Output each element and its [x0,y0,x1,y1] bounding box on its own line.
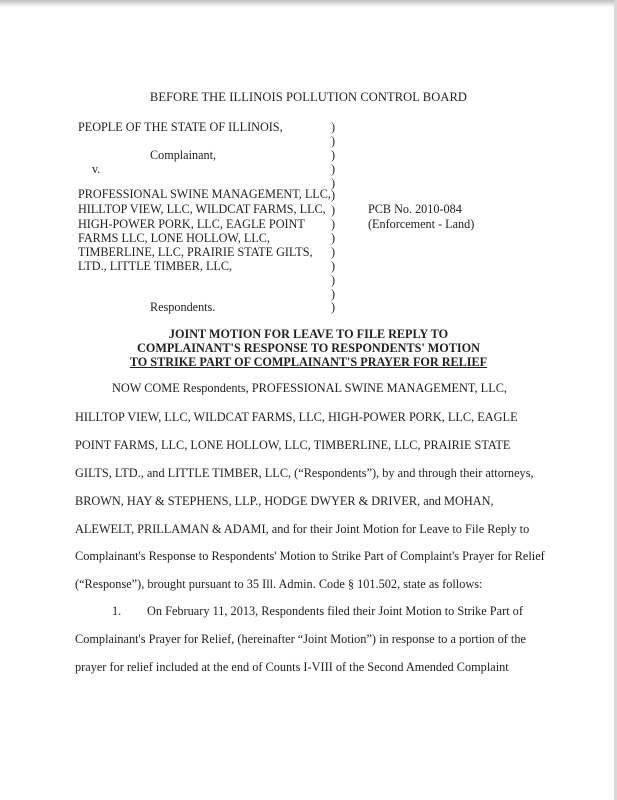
defendant-line: TIMBERLINE, LLC, PRAIRIE STATE GILTS, [78,245,313,259]
case-type: (Enforcement - Land) [368,217,475,231]
paragraph-number: 1. [112,604,122,618]
paragraph-line: On February 11, 2013, Respondents filed their Joint Motion to Strike Part of [147,604,523,618]
motion-title-line: TO STRIKE PART OF COMPLAINANT'S PRAYER FOR RELIEF [129,355,488,369]
intro-line: BROWN, HAY & STEPHENS, LLP., HODGE DWYER & DRIVER, and MOHAN, [75,494,494,508]
paren: ) [331,300,336,314]
paren: ) [331,203,336,217]
paren: ) [331,162,336,176]
defendant-line: FARMS LLC, LONE HOLLOW, LLC, [78,231,270,245]
paren: ) [331,231,336,245]
paren: ) [331,148,336,162]
paragraph-line: Complainant's Prayer for Relief, (hereinafter “Joint Motion”) in response to a portion of the [75,632,526,646]
scan-top-edge [0,0,617,8]
intro-line: NOW COME Respondents, PROFESSIONAL SWINE MANAGEMENT, LLC, [112,381,507,395]
intro-line: GILTS, LTD., and LITTLE TIMBER, LLC, (“Respondents”), by and through their attorneys, [75,466,534,480]
defendant-role: Respondents. [150,300,216,314]
intro-line: Complainant's Response to Respondents' Motion to Strike Part of Complaint's Prayer for Relief [75,549,545,563]
paren: ) [331,134,336,148]
intro-line: ALEWELT, PRILLAMAN & ADAMI, and for their Joint Motion for Leave to File Reply to [75,522,530,536]
intro-line: POINT FARMS, LLC, LONE HOLLOW, LLC, TIMBERLINE, LLC, PRAIRIE STATE [75,438,511,452]
versus: v. [92,162,101,176]
motion-title-line: COMPLAINANT'S RESPONSE TO RESPONDENTS' MOTION [137,341,480,355]
plaintiff-role: Complainant, [150,148,217,162]
motion-title-line: JOINT MOTION FOR LEAVE TO FILE REPLY TO [168,327,449,341]
plaintiff-name: PEOPLE OF THE STATE OF ILLINOIS, [78,120,283,134]
defendant-line: HIGH-POWER PORK, LLC, EAGLE POINT [78,217,305,231]
paren: ) [331,217,336,231]
case-number: PCB No. 2010-084 [368,202,462,216]
paren: ) [331,188,336,202]
page-title: BEFORE THE ILLINOIS POLLUTION CONTROL BOARD [149,90,468,104]
paren: ) [331,287,336,301]
defendant-line: LTD., LITTLE TIMBER, LLC, [78,259,233,273]
defendant-line: PROFESSIONAL SWINE MANAGEMENT, LLC, [78,187,331,201]
paren: ) [331,176,336,190]
paren: ) [331,120,336,134]
paren: ) [331,273,336,287]
paren: ) [331,245,336,259]
paragraph-line: prayer for relief included at the end of Counts I-VIII of the Second Amended Complaint [75,660,509,674]
paren: ) [331,259,336,273]
intro-line: (“Response”), brought pursuant to 35 Ill. Admin. Code § 101.502, state as follows: [75,577,483,591]
defendant-line: HILLTOP VIEW, LLC, WILDCAT FARMS, LLC, [78,202,326,216]
intro-line: HILLTOP VIEW, LLC, WILDCAT FARMS, LLC, HIGH-POWER PORK, LLC, EAGLE [75,410,518,424]
